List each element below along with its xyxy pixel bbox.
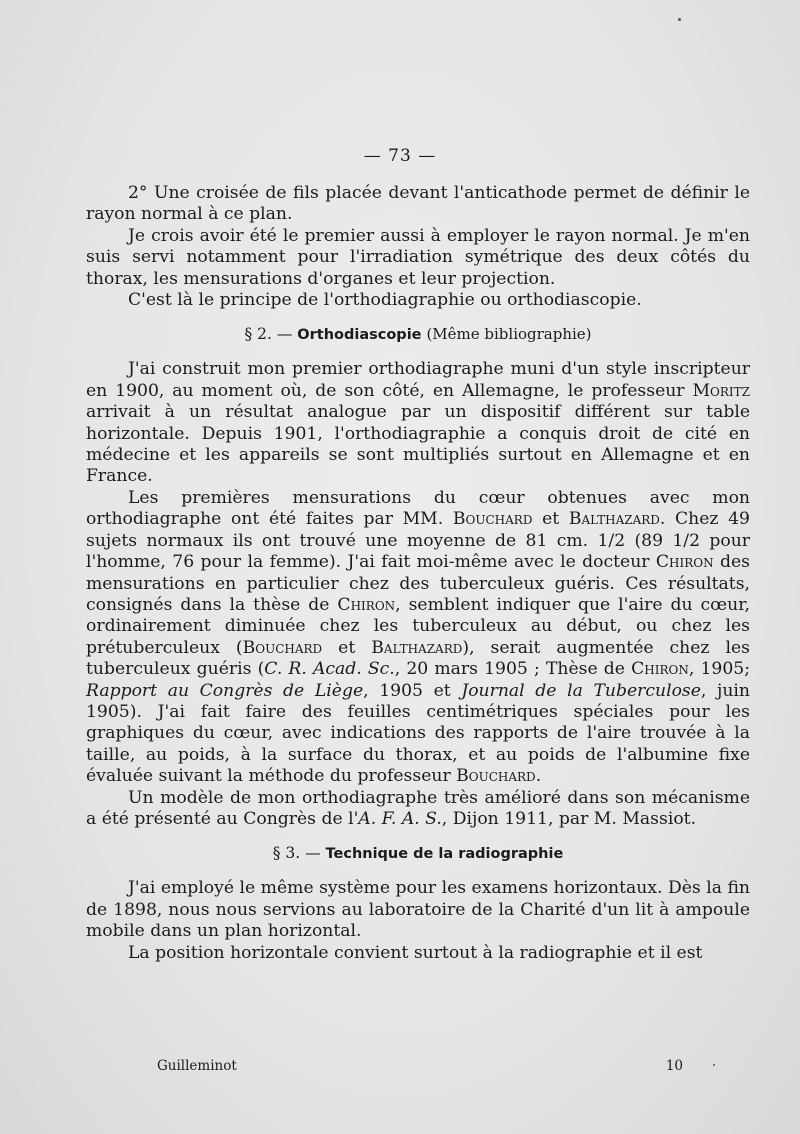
paragraph-text: C'est là le principe de l'orthodiagraphie ou orthodiascopie. xyxy=(128,290,642,311)
paragraph-text: J'ai employé le même système pour les examens horizontaux. Dès la fin de 1898, nous nous servions au laboratoire de la Charité d'un lit à ampoule mobile dans un plan horizontal. xyxy=(86,878,750,942)
paragraph xyxy=(86,488,750,788)
paragraph xyxy=(86,226,750,290)
section-2-subtitle: (Même bibliographie) xyxy=(426,325,592,344)
paragraph-text: , semblent indiquer que l'aire du cœur, ordinairement diminuée chez les tuberculeux au début, ou chez les prétuberculeux ( xyxy=(86,594,750,658)
paragraph-text: , 1905; xyxy=(688,659,750,680)
body-text xyxy=(86,183,750,964)
paragraph-text: La position horizontale convient surtout à la radiographie et il est xyxy=(128,942,703,963)
author-name: Chiron xyxy=(655,552,714,573)
paragraph-text: , 20 mars 1905 ; Thèse de xyxy=(394,659,632,680)
footer-author: Guilleminot xyxy=(157,1058,237,1074)
author-name: Moritz xyxy=(692,380,750,401)
paragraph-text: , 1905 et xyxy=(363,680,462,701)
author-name: Chiron xyxy=(337,594,396,615)
paragraph-text: Je crois avoir été le premier aussi à employer le rayon normal. Je m'en suis servi notamment pour l'irradiation symétrique des deux côtés du thorax, les mensurations d'organes et leur projection. xyxy=(86,225,750,289)
paragraph-text: . xyxy=(535,766,542,787)
paragraph xyxy=(86,943,750,964)
paragraph-text: Les premières mensurations du cœur obtenues avec mon orthodiagraphe ont été faites par MM. xyxy=(86,487,750,530)
ink-speck xyxy=(678,18,681,21)
section-2-heading xyxy=(86,324,750,345)
paragraph-text: Un modèle de mon orthodiagraphe très amélioré dans son mécanisme a été présenté au Congrès de l' xyxy=(86,787,750,829)
paragraph-text: des mensurations en particulier chez des tuberculeux guéris. Ces résultats, consignés dans la thèse de xyxy=(86,552,750,615)
ink-speck xyxy=(713,1064,715,1066)
author-name: Bouchard xyxy=(242,637,323,658)
paragraph-text: J'ai construit mon premier orthodiagraphe muni d'un style inscripteur en 1900, au moment où, de son côté, en Allemagne, le professeur xyxy=(86,359,750,401)
paragraph-text: . Chez 49 sujets normaux ils ont trouvé une moyenne de 81 cm. 1/2 (89 1/2 pour l'homme, 76 pour la femme). J'ai fait moi-même avec le docteur xyxy=(86,509,750,573)
citation-title: A. F. A. S. xyxy=(358,808,442,829)
paragraph-text: ), serait augmentée chez les tuberculeux guéris ( xyxy=(86,637,750,680)
author-name: Bouchard xyxy=(456,766,536,787)
author-name: Chiron xyxy=(631,659,689,680)
paragraph-text: arrivait à un résultat analogue par un dispositif différent sur table horizontale. Depuis 1901, l'orthodiagraphie a conquis droit de cité en médecine et les appareils se sont multipliés surtout en Allemagne et en France. xyxy=(86,402,750,487)
author-name: Balthazard xyxy=(568,509,660,530)
section-2-title: Orthodiascopie xyxy=(297,327,422,344)
paragraph xyxy=(86,290,750,311)
intro-paragraphs xyxy=(86,183,750,311)
section-3-paragraphs xyxy=(86,878,750,964)
paragraph-text: , juin 1905). J'ai fait faire des feuilles centimétriques spéciales pour les graphiques du cœur, avec indications des rapports de l'aire trouvée à la taille, au poids, à la surface du thorax, et au poids de l'albumine fixe évaluée suivant la méthode du professeur xyxy=(86,680,750,787)
paragraph-text: 2° Une croisée de fils placée devant l'anticathode permet de définir le rayon normal à ce plan. xyxy=(86,183,750,225)
page-number: — 73 — xyxy=(363,146,437,166)
author-name: Bouchard xyxy=(452,509,533,530)
paragraph-text: et xyxy=(322,637,372,658)
section-3-title: Technique de la radiographie xyxy=(325,846,564,863)
section-2-paragraphs xyxy=(86,359,750,830)
section-3-number: § 3. — xyxy=(272,844,321,863)
paragraph-text: , Dijon 1911, par M. Massiot. xyxy=(441,808,697,829)
section-3-heading xyxy=(86,843,750,864)
paragraph xyxy=(86,788,750,831)
footer-signature-number: 10 xyxy=(665,1058,683,1074)
paragraph xyxy=(86,183,750,226)
author-name: Balthazard xyxy=(371,637,463,658)
citation-title: Rapport au Congrès de Liège xyxy=(86,680,364,701)
paragraph xyxy=(86,878,750,942)
citation-title: Journal de la Tuberculose xyxy=(461,680,701,701)
paragraph xyxy=(86,359,750,487)
citation-title: C. R. Acad. Sc. xyxy=(264,659,395,680)
paragraph-text: et xyxy=(532,509,569,530)
section-2-number: § 2. — xyxy=(244,325,293,344)
